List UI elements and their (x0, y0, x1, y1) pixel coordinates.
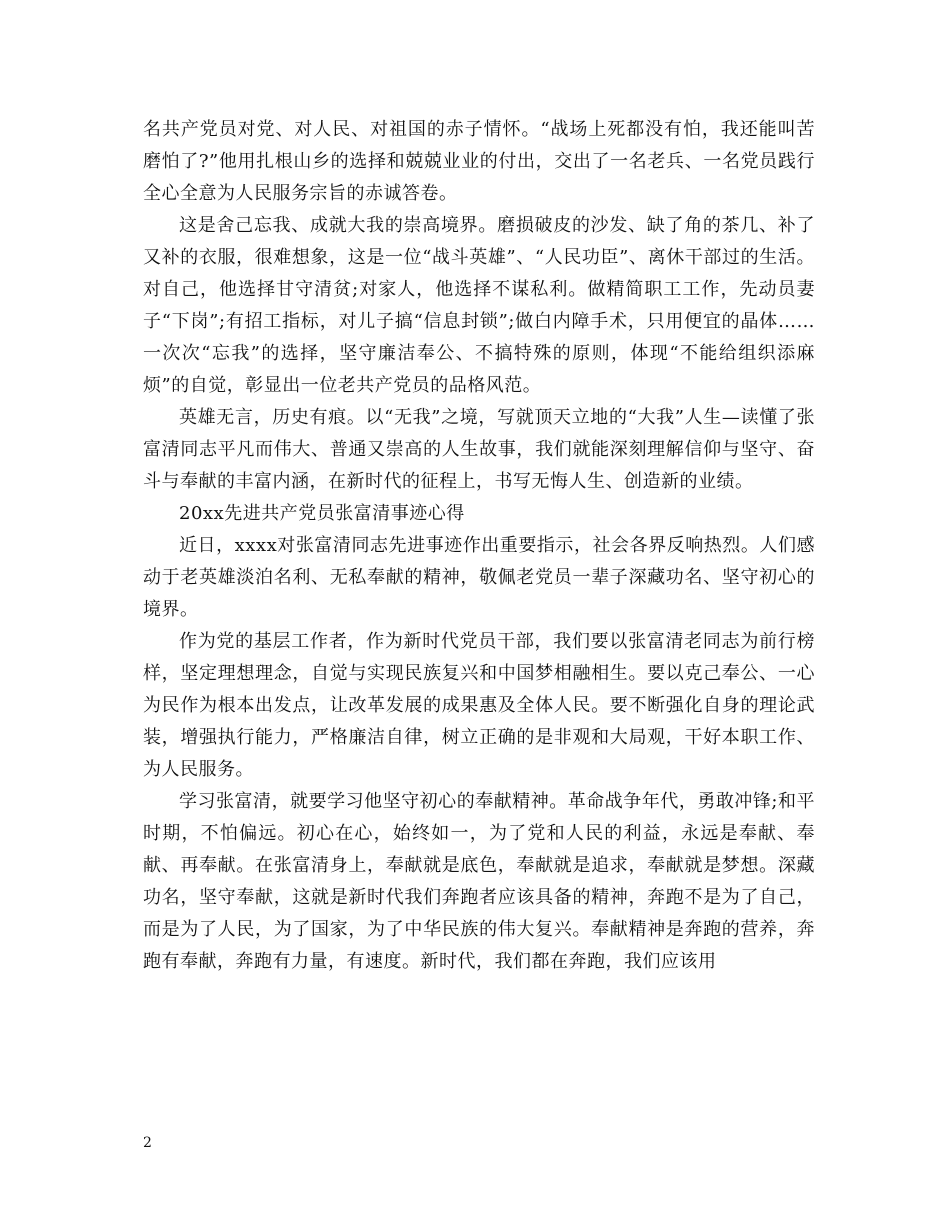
section-heading: 20xx先进共产党员张富清事迹心得 (179, 503, 465, 524)
document-body (143, 114, 815, 978)
paragraph-5: 作为党的基层工作者，作为新时代党员干部，我们要以张富清老同志为前行榜样，坚定理想理念，自觉与实现民族复兴和中国梦相融相生。要以克己奉公、一心为民作为根本出发点，让改革发展的成果惠及全体人民。要不断强化自身的理论武装，增强执行能力，严格廉洁自律，树立正确的是非观和大局观，干好本职工作、为人民服务。 (143, 631, 815, 780)
paragraph-3: 英雄无言，历史有痕。以“无我”之境，写就顶天立地的“大我”人生—读懂了张富清同志平凡而伟大、普通又崇高的人生故事，我们就能深刻理解信仰与坚守、奋斗与奉献的丰富内涵，在新时代的征程上，书写无悔人生、创造新的业绩。 (143, 407, 815, 492)
page-number: 2 (143, 1135, 152, 1151)
paragraph-2: 这是舍己忘我、成就大我的崇高境界。磨损破皮的沙发、缺了角的茶几、补了又补的衣服，很难想象，这是一位“战斗英雄”、“人民功臣”、离休干部过的生活。对自己，他选择甘守清贫;对家人，他选择不谋私利。做精简职工工作，先动员妻子“下岗”;有招工指标，对儿子搞“信息封锁”;做白内障手术，只用便宜的晶体……一次次“忘我”的选择，坚守廉洁奉公、不搞特殊的原则，体现“不能给组织添麻烦”的自觉，彰显出一位老共产党员的品格风范。 (143, 215, 815, 396)
paragraph-1: 名共产党员对党、对人民、对祖国的赤子情怀。“战场上死都没有怕，我还能叫苦磨怕了?”他用扎根山乡的选择和兢兢业业的付出，交出了一名老兵、一名党员践行全心全意为人民服务宗旨的赤诚答卷。 (143, 119, 815, 204)
paragraph-6: 学习张富清，就要学习他坚守初心的奉献精神。革命战争年代，勇敢冲锋;和平时期，不怕偏远。初心在心，始终如一，为了党和人民的利益，永远是奉献、奉献、再奉献。在张富清身上，奉献就是底色，奉献就是追求，奉献就是梦想。深藏功名，坚守奉献，这就是新时代我们奔跑者应该具备的精神，奔跑不是为了自己，而是为了人民，为了国家，为了中华民族的伟大复兴。奉献精神是奔跑的营养，奔跑有奉献，奔跑有力量，有速度。新时代，我们都在奔跑，我们应该用 (143, 791, 815, 972)
paragraph-4: 近日，xxxx对张富清同志先进事迹作出重要指示，社会各界反响热烈。人们感动于老英雄淡泊名利、无私奉献的精神，敬佩老党员一辈子深藏功名、坚守初心的境界。 (143, 535, 815, 620)
